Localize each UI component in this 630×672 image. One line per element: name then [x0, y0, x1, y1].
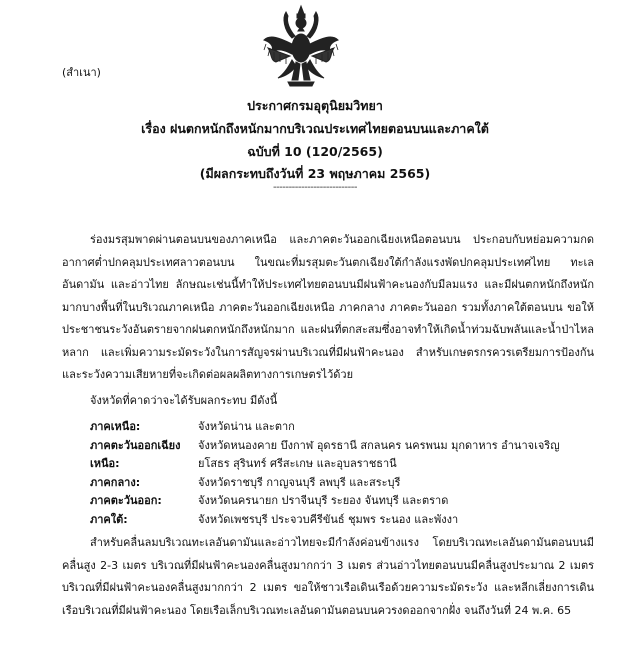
affected-provinces-intro: จังหวัดที่คาดว่าจะได้รับผลกระทบ มีดังนี้ [90, 394, 278, 407]
effective-date: (มีผลกระทบถึงวันที่ 23 พฤษภาคม 2565) [199, 166, 431, 181]
region-name: ภาคใต้: [90, 512, 128, 526]
issue-number: ฉบับที่ 10 (120/2565) [247, 144, 383, 159]
region-name: ภาคตะวันออก: [90, 494, 162, 507]
paragraph-weather-situation: ร่องมรสุมพาดผ่านตอนบนของภาคเหนือ และภาคตะวันออกเฉียงเหนือตอนบน ประกอบกับหย่อมความกดอากาศต่ำปกคลุมประเทศลาวตอนบน ในขณะที่มรสุมตะวันตกเฉียงใต้กำลังแรงพัดปกคลุมประเทศไทย ทะเลอันดามัน และอ่าวไทย ลักษณะเช่นนี้ทำให้ประเทศไทยตอนบนมีฝนฟ้าคะนองกับมีลมแรง และมีฝนตกหนักถึงหนักมากบางพื้นที่ในบริเวณภาคเหนือ ภาคตะวันออกเฉียงเหนือ ภาคกลาง ภาคตะวันออก รวมทั้งภาคใต้ตอนบน ขอให้ประชาชนระวังอันตรายจากฝนตกหนักถึงหนักมาก และฝนที่ตกสะสมซึ่งอาจทำให้เกิดน้ำท่วมฉับพลันและน้ำป่าไหลหลาก และเพิ่มความระมัดระวังในการสัญจรผ่านบริเวณที่มีฝนฟ้าคะนอง สำหรับเกษตรกรควรเตรียมการป้องกันและระวังความเสียหายที่จะเกิดต่อผลผลิตทางการเกษตรไว้ด้วย [62, 233, 594, 381]
region-row [90, 437, 610, 474]
region-row [90, 418, 610, 437]
garuda-emblem-icon [262, 4, 340, 88]
paragraph-sea-conditions: สำหรับคลื่นลมบริเวณทะเลอันดามันและอ่าวไทยจะมีกำลังค่อนข้างแรง โดยบริเวณทะเลอันดามันตอนบนมีคลื่นสูง 2-3 เมตร บริเวณที่มีฝนฟ้าคะนองคลื่นสูงมากกว่า 3 เมตร ส่วนอ่าวไทยตอนบนมีคลื่นสูงประมาณ 2 เมตร บริเวณที่มีฝนฟ้าคะนองคลื่นสูงมากกว่า 2 เมตร ขอให้ชาวเรือเดินเรือด้วยความระมัดระวัง และหลีกเลี่ยงการเดินเรือบริเวณที่มีฝนฟ้าคะนอง โดยเรือเล็กบริเวณทะเลอันดามันตอนบนควรงดออกจากฝั่ง จนถึงวันที่ 24 พ.ค. 65 [62, 536, 594, 617]
region-provinces: จังหวัดเพชรบุรี ประจวบคีรีขันธ์ ชุมพร ระนอง และพังงา [198, 512, 459, 526]
region-name: ภาคกลาง: [90, 475, 141, 489]
region-provinces-line: ยโสธร สุรินทร์ ศรีสะเกษ และอุบลราชธานี [198, 457, 397, 470]
affected-regions-list [90, 418, 610, 529]
region-name: ภาคเหนือ: [90, 420, 141, 433]
region-name: ภาคตะวันออกเฉียงเหนือ: [90, 438, 181, 470]
copy-mark: (สำเนา) [62, 66, 101, 79]
region-provinces: จังหวัดนครนายก ปราจีนบุรี ระยอง จันทบุรี และตราด [198, 494, 449, 507]
region-provinces-line: จังหวัดหนองคาย บึงกาฬ อุดรธานี สกลนคร นครพนม มุกดาหาร อำนาจเจริญ [198, 438, 560, 452]
announcement-title: ประกาศกรมอุตุนิยมวิทยา [247, 98, 383, 113]
region-row [90, 474, 610, 493]
region-provinces [198, 437, 610, 474]
region-provinces: จังหวัดน่าน และตาก [198, 420, 295, 433]
region-provinces: จังหวัดราชบุรี กาญจนบุรี ลพบุรี และสระบุรี [198, 475, 401, 489]
region-row [90, 511, 610, 530]
announcement-subject: เรื่อง ฝนตกหนักถึงหนักมากบริเวณประเทศไทยตอนบนและภาคใต้ [141, 121, 489, 136]
separator-line: --------------------------- [273, 182, 357, 193]
region-row [90, 492, 610, 511]
